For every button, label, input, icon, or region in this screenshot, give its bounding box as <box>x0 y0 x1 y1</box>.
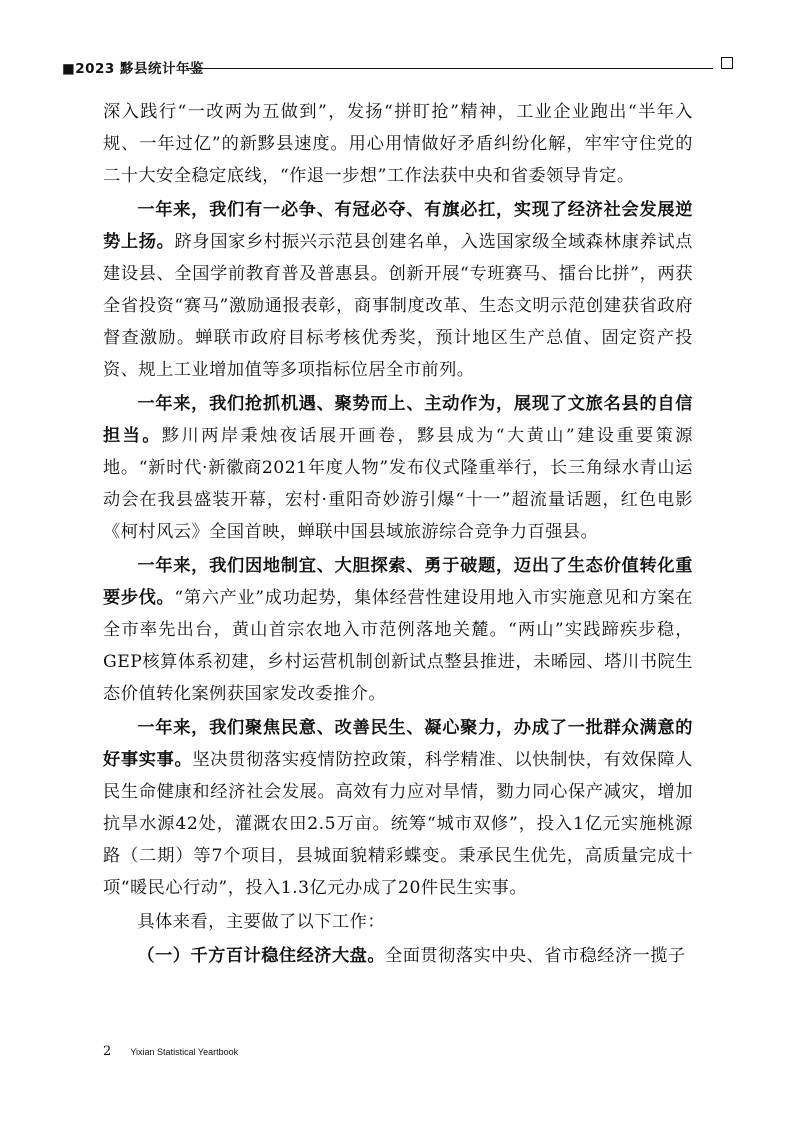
paragraph: 一年来，我们因地制宜、大胆探索、勇于破题，迈出了生态价值转化重要步伐。“第六产业”成功起势，集体经营性建设用地入市实施意见和方案在全市率先出台，黄山首宗农地入市范例落地关麓。“两山”实践蹄疾步稳，GEP核算体系初建，乡村运营机制创新试点整县推进，未晞园、塔川书院生态价值转化案例获国家发改委推介。 <box>103 556 693 704</box>
header-rule <box>186 68 713 69</box>
paragraph: 一年来，我们抢抓机遇、聚势而上、主动作为，展现了文旅名县的自信担当。黟川两岸秉烛夜话展开画卷，黟县成为“大黄山”建设重要策源地。“新时代·新徽商2021年度人物”发布仪式隆重举行，长三角绿水青山运动会在我县盛装开幕，宏村·重阳奇妙游引爆“十一”超流量话题，红色电影《柯村风云》全国首映，蝉联中国县域旅游综合竞争力百强县。 <box>103 394 693 542</box>
article-body <box>103 96 693 974</box>
paragraph: 一年来，我们聚焦民意、改善民生、凝心聚力，办成了一批群众满意的好事实事。坚决贯彻落实疫情防控政策，科学精准、以快制快，有效保障人民生命健康和经济社会发展。高效有力应对旱情，勠力同心保产减灾，增加抗旱水源42处，灌溉农田2.5万亩。统筹“城市双修”，投入1亿元实施桃源路（二期）等7个项目，县城面貌精彩蝶变。秉承民生优先，高质量完成十项“暖民心行动”，投入1.3亿元办成了20件民生实事。 <box>103 718 693 898</box>
paragraph: （一）千方百计稳住经济大盘。全面贯彻落实中央、省市稳经济一揽子 <box>137 946 686 966</box>
paragraph: 一年来，我们有一必争、有冠必夺、有旗必扛，实现了经济社会发展逆势上扬。跻身国家乡村振兴示范县创建名单，入选国家级全域森林康养试点建设县、全国学前教育普及普惠县。创新开展“专班赛马、擂台比拼”，两获全省投资“赛马”激励通报表彰，商事制度改革、生态文明示范创建获省政府督查激励。蝉联市政府目标考核优秀奖，预计地区生产总值、固定资产投资、规上工业增加值等多项指标位居全市前列。 <box>103 200 693 380</box>
page-number: 2 <box>103 1044 112 1059</box>
header-square-icon <box>721 57 733 69</box>
paragraph: 深入践行“一改两为五做到”，发扬“拼盯抢”精神，工业企业跑出“半年入规、一年过亿”的新黟县速度。用心用情做好矛盾纠纷化解，牢牢守住党的二十大安全稳定底线，“作退一步想”工作法获中央和省委领导肯定。 <box>103 102 693 186</box>
paragraph: 具体来看，主要做了以下工作： <box>137 912 386 932</box>
running-header <box>58 54 733 76</box>
page-footer <box>103 1040 239 1059</box>
paragraph-lead: 一年来，我们有一必争、有冠必夺、有旗必扛，实现了经济社会发展逆势上扬。 <box>103 200 693 252</box>
yearbook-title: ■2023 黟县统计年鉴 <box>62 61 205 77</box>
paragraph-lead: 一年来，我们聚焦民意、改善民生、凝心聚力，办成了一批群众满意的好事实事。 <box>103 718 693 770</box>
publication-name: Yixian Statistical Yeartbook <box>130 1047 239 1057</box>
paragraph-lead: 一年来，我们因地制宜、大胆探索、勇于破题，迈出了生态价值转化重要步伐。 <box>103 556 693 608</box>
section-heading: （一）千方百计稳住经济大盘。 <box>137 946 386 966</box>
paragraph-lead: 一年来，我们抢抓机遇、聚势而上、主动作为，展现了文旅名县的自信担当。 <box>103 394 693 446</box>
